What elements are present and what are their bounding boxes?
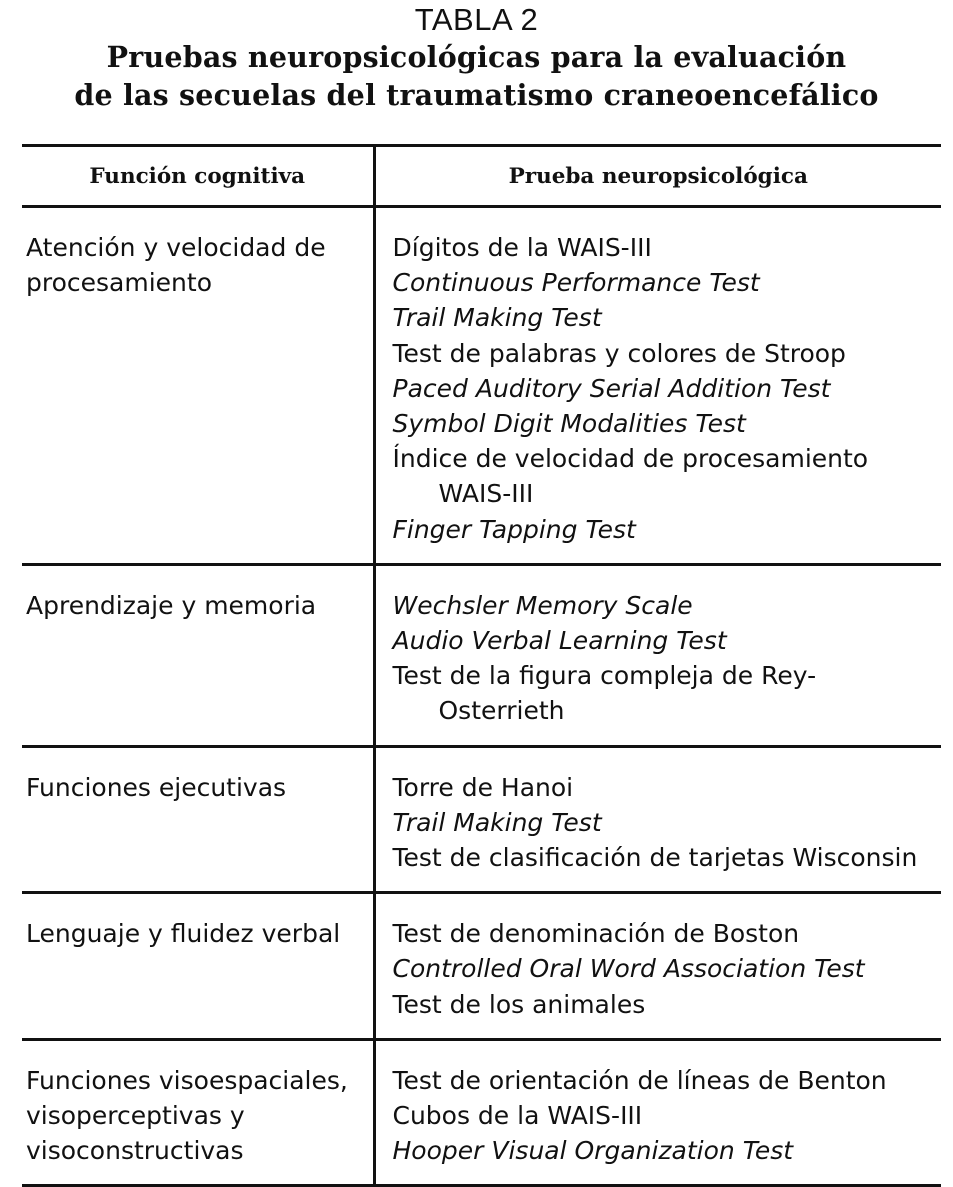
table-title-line-2: de las secuelas del traumatismo craneoencefálico xyxy=(74,78,879,112)
header-neuropsych-test: Prueba neuropsicológica xyxy=(374,146,941,207)
neuropsych-tests-table xyxy=(22,144,941,1187)
test-item: Dígitos de la WAIS-III xyxy=(392,233,652,262)
test-item: Symbol Digit Modalities Test xyxy=(392,409,746,439)
tests-cell xyxy=(374,207,941,565)
tests-cell xyxy=(374,746,941,893)
cognitive-function-cell: Aprendizaje y memoria xyxy=(22,564,374,746)
test-item: Índice de velocidad de procesamiento WAIS-III xyxy=(392,444,869,509)
table-body xyxy=(22,207,941,1186)
test-item: Paced Auditory Serial Addition Test xyxy=(392,373,831,403)
tests-cell xyxy=(374,564,941,746)
table-row xyxy=(22,1039,941,1186)
test-item: Test de denominación de Boston xyxy=(392,919,800,949)
table-caption xyxy=(0,2,953,114)
test-item: Test de orientación de líneas de Benton xyxy=(392,1065,887,1095)
test-item: Trail Making Test xyxy=(392,303,602,333)
tests-cell xyxy=(374,893,941,1040)
header-row xyxy=(22,146,941,207)
table-row xyxy=(22,746,941,893)
test-item: Controlled Oral Word Association Test xyxy=(392,954,865,984)
table-number: TABLA 2 xyxy=(414,2,539,37)
test-item: Torre de Hanoi xyxy=(392,772,574,802)
test-item: Cubos de la WAIS-III xyxy=(392,1101,643,1131)
table-row xyxy=(22,564,941,746)
test-item: Continuous Performance Test xyxy=(392,268,760,298)
test-item: Audio Verbal Learning Test xyxy=(392,626,727,656)
test-item: Test de la figura compleja de Rey-Osterrieth xyxy=(392,661,817,726)
test-item: Test de clasificación de tarjetas Wisconsin xyxy=(392,843,918,873)
table-row xyxy=(22,893,941,1040)
table-row xyxy=(22,207,941,565)
cognitive-function-cell: Funciones visoespaciales, visoperceptivas y visoconstructivas xyxy=(22,1039,374,1186)
tests-cell xyxy=(374,1039,941,1186)
test-item: Test de palabras y colores de Stroop xyxy=(392,338,846,368)
header-cognitive-function: Función cognitiva xyxy=(22,146,374,207)
test-item: Test de los animales xyxy=(392,989,646,1019)
table-title-line-1: Pruebas neuropsicológicas para la evaluación xyxy=(106,40,847,74)
test-item: Trail Making Test xyxy=(392,807,602,837)
test-item: Finger Tapping Test xyxy=(392,514,636,544)
cognitive-function-cell: Funciones ejecutivas xyxy=(22,746,374,893)
test-item: Hooper Visual Organization Test xyxy=(392,1136,794,1166)
cognitive-function-cell: Atención y velocidad de procesamiento xyxy=(22,207,374,565)
test-item: Wechsler Memory Scale xyxy=(392,590,693,620)
cognitive-function-cell: Lenguaje y fluidez verbal xyxy=(22,893,374,1040)
